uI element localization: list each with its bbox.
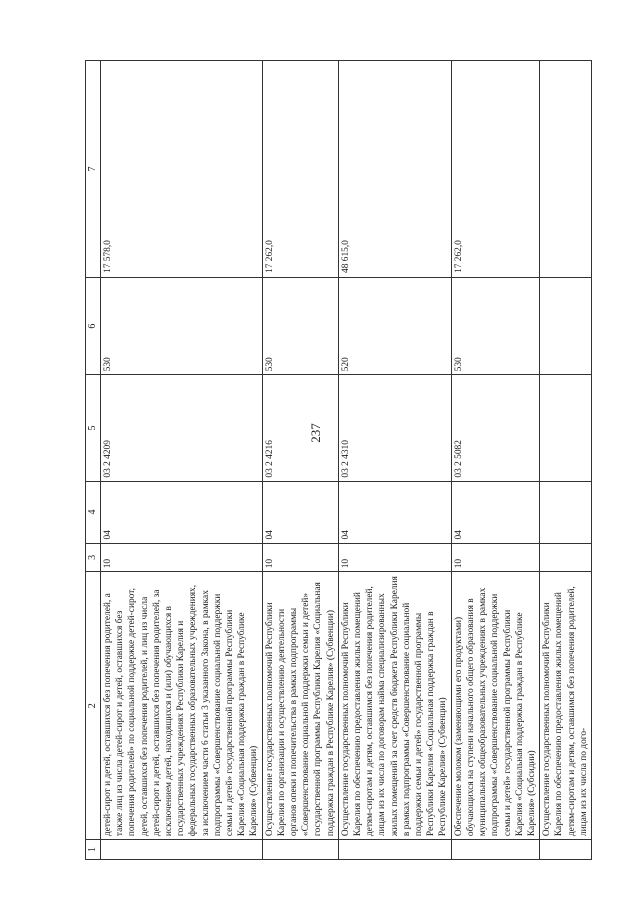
cell-subsection: 04 (101, 481, 263, 543)
header-row (86, 61, 101, 860)
cell-amount: 48 615,0 (338, 61, 451, 278)
cell-col-1 (262, 840, 338, 860)
cell-section: 10 (338, 543, 451, 572)
header-col-6: 6 (86, 277, 101, 374)
cell-col-1 (451, 840, 539, 860)
cell-target-code: 03 2 5082 (451, 375, 539, 481)
cell-name: Осуществление государственных полномочий Республики Карелия по организации и осуществлению деятельности органов опеки и попечительства в рамках подпрограммы «Совершенствование социальной поддержки семьи и детей» государственной программы Республики Карелия «Социальная поддержка граждан в Республике Карелия» (Субвенции) (262, 572, 338, 840)
cell-section (540, 543, 592, 572)
table-row (451, 61, 539, 860)
cell-expense-type: 530 (101, 277, 263, 374)
cell-col-1 (101, 840, 263, 860)
table-row (338, 61, 451, 860)
table-row (262, 61, 338, 860)
header-col-7: 7 (86, 61, 101, 278)
table-row (101, 61, 263, 860)
cell-section: 10 (262, 543, 338, 572)
header-col-1: 1 (86, 840, 101, 860)
cell-expense-type: 520 (338, 277, 451, 374)
header-col-5: 5 (86, 375, 101, 481)
cell-section: 10 (101, 543, 263, 572)
cell-subsection (540, 481, 592, 543)
rotated-page-content (85, 60, 589, 860)
cell-subsection: 04 (262, 481, 338, 543)
cell-amount: 17 262,0 (262, 61, 338, 278)
cell-expense-type: 530 (451, 277, 539, 374)
table-row (540, 61, 592, 860)
cell-subsection: 04 (338, 481, 451, 543)
cell-col-1 (338, 840, 451, 860)
cell-name: Осуществление государственных полномочий Республики Карелия по обеспечению предоставления жилых помещений детям-сиротам и детям, оставшимся без попечения родителей, лицам из их числа по договорам найма специализированных жилых помещений за счет средств бюджета Республики Карелия в рамках подпрограммы «Совершенствование социальной поддержки семьи и детей» государственной программы Республики Карелия «Социальная поддержка граждан в Республике Карелия» (Субвенции) (338, 572, 451, 840)
cell-amount (540, 61, 592, 278)
cell-amount: 17 578,0 (101, 61, 263, 278)
cell-name: Осуществление государственных полномочий Республики Карелия по обеспечению предоставления жилых помещений детям-сиротам и детям, оставшимся без попечения родителей, лицам из их числа по дого- (540, 572, 592, 840)
cell-section: 10 (451, 543, 539, 572)
cell-expense-type (540, 277, 592, 374)
budget-table (85, 60, 592, 860)
cell-target-code (540, 375, 592, 481)
header-col-2: 2 (86, 572, 101, 840)
cell-target-code: 03 2 4209 (101, 375, 263, 481)
cell-subsection: 04 (451, 481, 539, 543)
page-number: 237 (308, 423, 323, 443)
cell-name: Обеспечение молоком (заменяющими его продуктами) обучающихся на ступени начального общего образования в муниципальных общеобразовательных учреждениях в рамках подпрограммы «Совершенствование социальной поддержки семьи и детей» государственной программы Республики Карелия «Социальная поддержка граждан в Республике Карелия» (Субсидии) (451, 572, 539, 840)
cell-col-1 (540, 840, 592, 860)
header-col-3: 3 (86, 543, 101, 572)
cell-target-code: 03 2 4310 (338, 375, 451, 481)
header-col-4: 4 (86, 481, 101, 543)
cell-expense-type: 530 (262, 277, 338, 374)
cell-target-code: 03 2 4216 (262, 375, 338, 481)
cell-amount: 17 262,0 (451, 61, 539, 278)
cell-name: детей-сирот и детей, оставшихся без попечения родителей, а также лиц из числа детей-сирот и детей, оставшихся без попечения родителей» по социальной поддержке детей-сирот, детей, оставшихся без попечения родителей, и лиц из числа детей-сирот и детей, оставшихся без попечения родителей, за исключением детей, находящихся и (или) обучающихся в государственных учреждениях Республики Карелия и федеральных государственных образовательных учреждениях, за исключением части 6 статьи 3 указанного Закона, в рамках подпрограммы «Совершенствование социальной поддержки семьи и детей» государственной программы Республики Карелия «Социальная поддержка граждан в Республике Карелия» (Субвенции) (101, 572, 263, 840)
